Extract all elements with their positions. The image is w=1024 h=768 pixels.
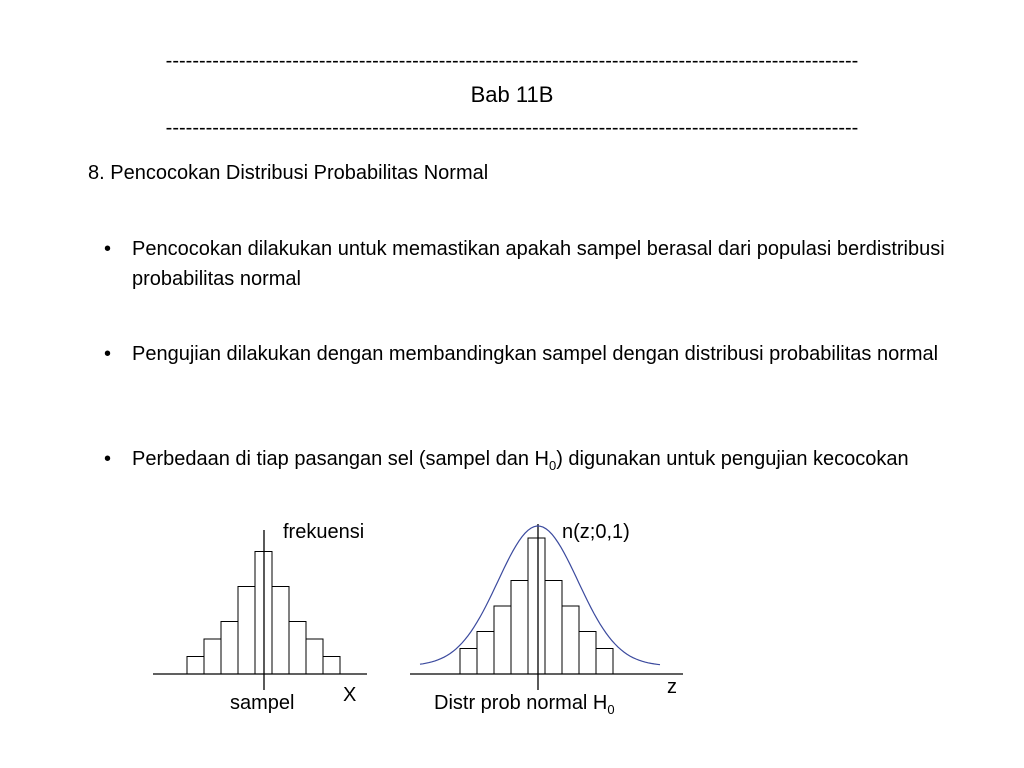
bullet-text	[132, 444, 964, 481]
sample-histogram	[153, 530, 367, 690]
sample-bar	[187, 657, 204, 675]
normal-curve-label: n(z;0,1)	[562, 521, 630, 543]
sample-bar	[221, 622, 238, 675]
bullet-text: Pencocokan dilakukan untuk memastikan apakah sampel berasal dari populasi berdistribusi probabilitas normal	[132, 238, 945, 290]
sample-bar	[306, 639, 323, 674]
normal-bar	[579, 632, 596, 675]
sample-bar	[272, 587, 289, 675]
sample-bar	[289, 622, 306, 675]
normal-bar	[511, 581, 528, 675]
normal-bar	[528, 538, 545, 674]
bullet-dot: •	[104, 448, 112, 470]
sample-bar	[238, 587, 255, 675]
section-heading: 8. Pencocokan Distribusi Probabilitas Normal	[88, 162, 489, 184]
bullet-text-part: Perbedaan di tiap pasangan sel (sampel dan H	[132, 448, 549, 470]
subscript: 0	[548, 458, 557, 473]
normal-caption-text: Distr prob normal H	[434, 692, 608, 714]
bullet-item-2	[104, 339, 964, 369]
normal-caption	[434, 692, 615, 717]
bullet-text: Pengujian dilakukan dengan membandingkan sampel dengan distribusi probabilitas normal	[132, 343, 939, 365]
z-axis-label: z	[667, 676, 677, 698]
normal-bar	[596, 649, 613, 675]
sample-caption: sampel	[230, 692, 295, 714]
bullet-item-3	[104, 444, 964, 481]
bullet-text-part: ) digunakan untuk pengujian kecocokan	[556, 448, 909, 470]
normal-bar	[460, 649, 477, 675]
frequency-axis-label: frekuensi	[283, 521, 365, 543]
normal-bar	[545, 581, 562, 675]
normal-curve	[420, 526, 660, 665]
bullet-dot: •	[104, 343, 112, 365]
normal-bar	[477, 632, 494, 675]
sample-bar	[204, 639, 221, 674]
page-title: Bab 11B	[470, 82, 554, 107]
subscript: 0	[607, 702, 615, 717]
bullet-dot: •	[104, 238, 112, 260]
sample-bar	[255, 552, 272, 675]
normal-bar	[494, 606, 511, 674]
x-axis-label: X	[343, 684, 357, 706]
sample-bar	[323, 657, 340, 675]
normal-histogram	[410, 524, 683, 690]
bullet-item-1	[104, 234, 964, 294]
top-dashed-rule: --------------------------------------------------------------------------------------------------------	[165, 50, 859, 72]
bottom-dashed-rule: --------------------------------------------------------------------------------------------------------	[165, 117, 859, 139]
normal-bar	[562, 606, 579, 674]
